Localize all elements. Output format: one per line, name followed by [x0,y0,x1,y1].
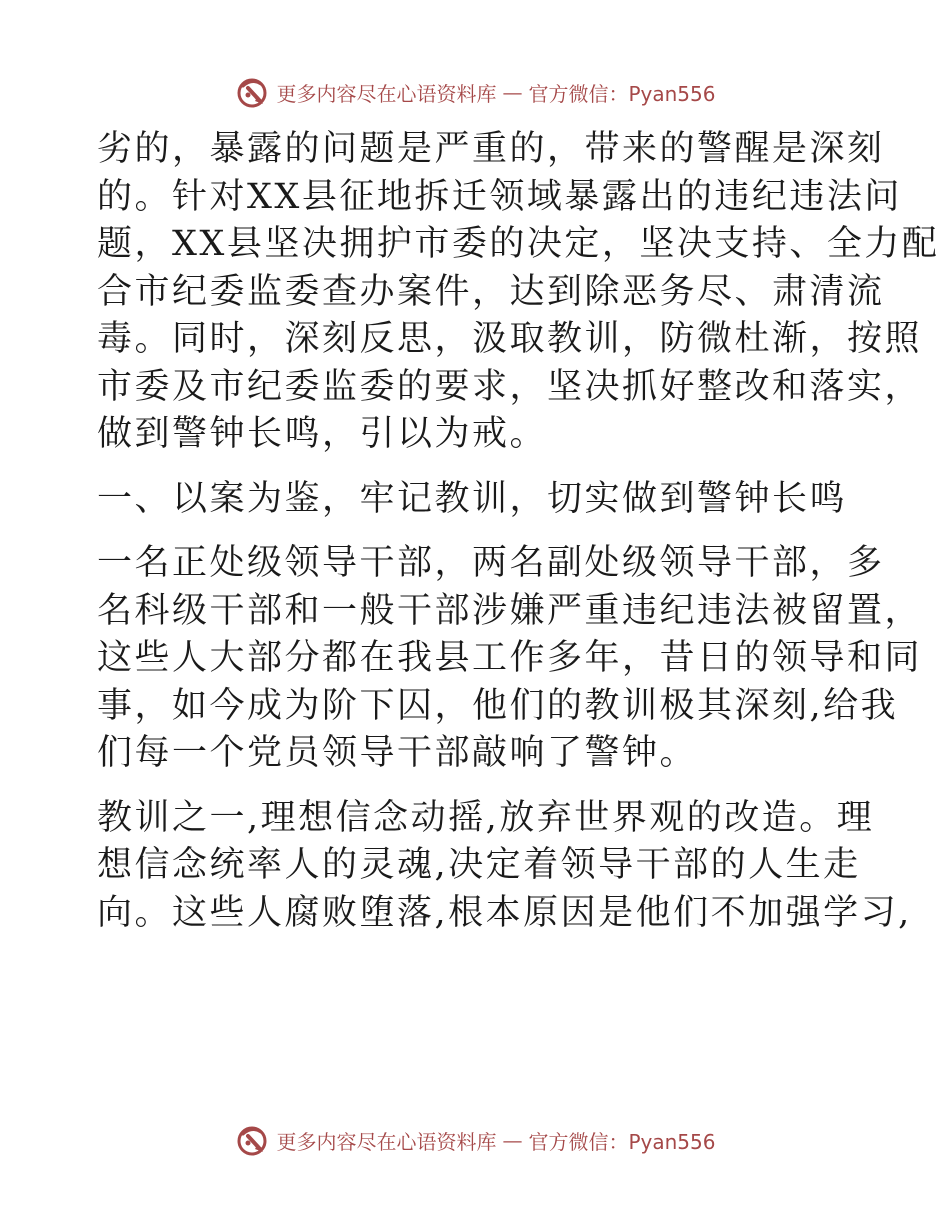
banner-wechat-text: 官方微信：Pyan556 [528,1129,716,1154]
banner-separator: — [502,1128,523,1152]
paragraph [97,126,940,459]
text-line: 这些人大部分都在我县工作多年，昔日的领导和同 [97,638,923,678]
text-line: 名科级干部和一般干部涉嫌严重违纪违法被留置， [97,590,923,631]
text-line: 一名正处级领导干部，两名副处级领导干部，多 [97,543,885,583]
heading-line: 一、以案为鉴，牢记教训，切实做到警钟长鸣 [97,478,848,519]
banner-main-text: 更多内容尽在心语资料库 [276,1129,497,1154]
footer-banner [0,1118,950,1162]
text-line: 题，XX县坚决拥护市委的决定，坚决支持、全力配 [97,224,940,264]
document-body [97,126,940,937]
text-line: 毒。同时，深刻反思，汲取教训，防微杜渐，按照 [97,319,923,359]
banner-wechat-text: 官方微信：Pyan556 [528,81,716,106]
text-line: 的。针对XX县征地拆迁领域暴露出的违纪违法问 [97,176,902,217]
brand-logo-icon [234,1122,270,1158]
text-line: 劣的，暴露的问题是严重的，带来的警醒是深刻 [97,129,885,169]
text-line: 做到警钟长鸣，引以为戒。 [97,414,548,454]
text-line: 向。这些人腐败堕落,根本原因是他们不加强学习, [97,892,912,933]
paragraph [97,540,923,778]
brand-logo-icon [234,74,270,110]
text-line: 们每一个党员领导干部敲响了警钟。 [97,733,698,773]
banner-separator: — [502,80,523,104]
text-line: 事，如今成为阶下囚，他们的教训极其深刻,给我 [97,685,899,726]
section-heading [97,476,867,524]
text-line: 市委及市纪委监委的要求，坚决抓好整改和落实， [97,366,923,407]
banner-main-text: 更多内容尽在心语资料库 [276,81,497,106]
text-line: 教训之一,理想信念动摇,放弃世界观的改造。理 [97,797,875,838]
header-banner [0,70,950,114]
text-line: 想信念统率人的灵魂,决定着领导干部的人生走 [97,845,861,885]
paragraph [97,795,912,938]
text-line: 合市纪委监委查办案件，达到除恶务尽、肃清流 [97,271,885,312]
